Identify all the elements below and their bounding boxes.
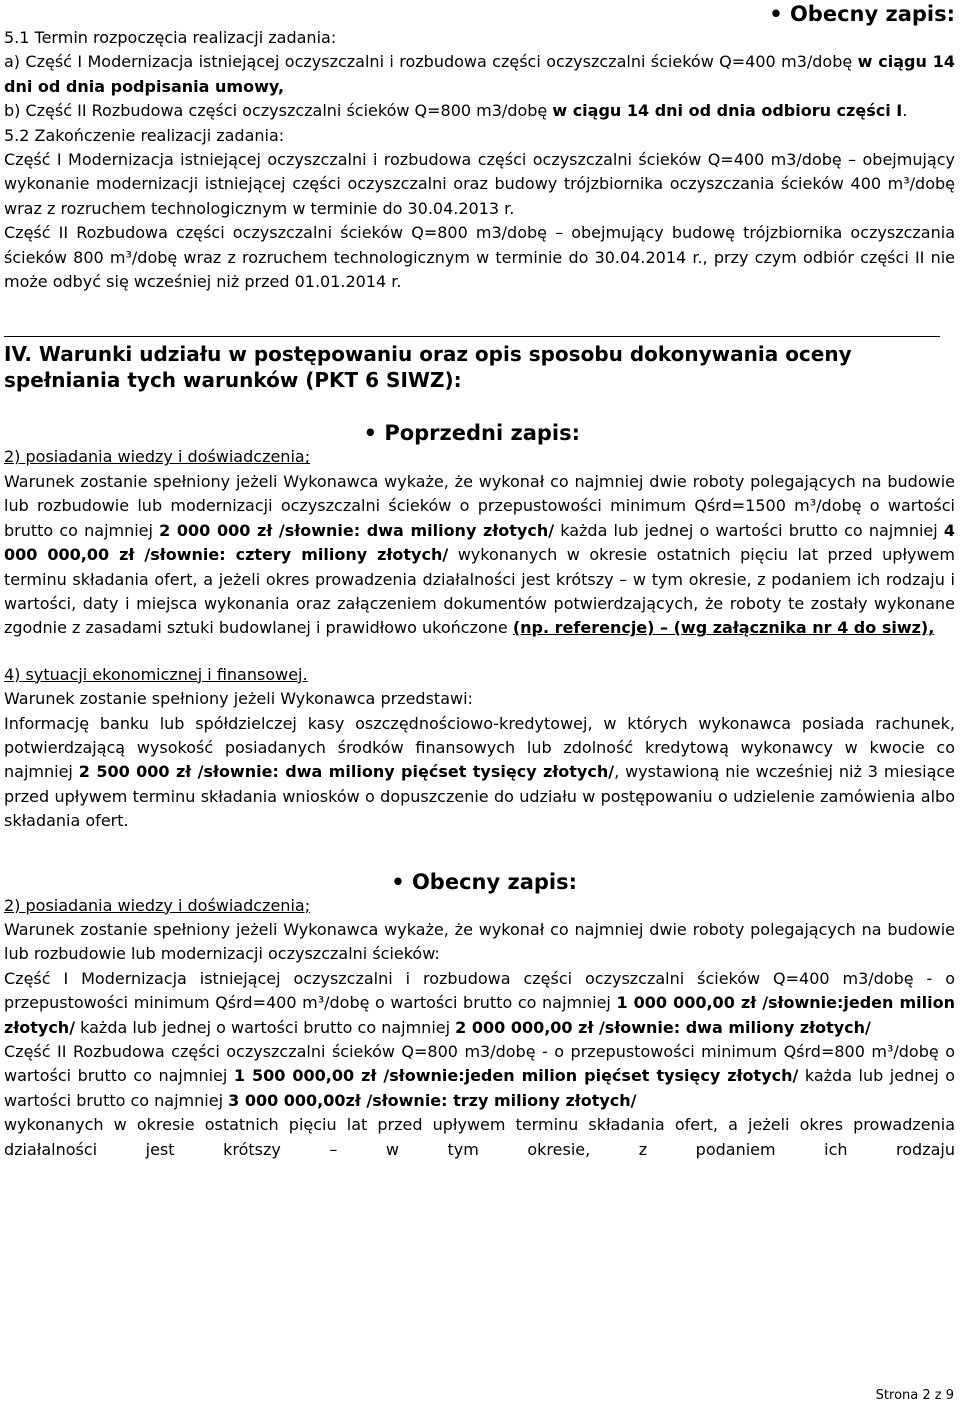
amount-1: 2 000 000 zł /słownie: dwa miliony złotych/ [159,520,555,540]
amount-2: 4 000 000,00 zł /słownie: cztery miliony złotych/ [4,520,956,565]
header-current-1 [4,2,955,26]
section-5-2 [4,124,955,295]
item-a-text: a) Część I Modernizacja istniejącej oczyszczalni i rozbudowa części oczyszczalni ścieków Q=400 m3/dobę [4,52,858,72]
section-5-1 [4,26,955,124]
body-text: każda lub jednej o wartości brutto co najmniej [75,1017,456,1037]
previous-item-4-intro: Warunek zostanie spełniony jeżeli Wykonawca przedstawi: [4,689,473,709]
item-b-deadline: w ciągu 14 dni od dnia odbioru części I [552,101,903,121]
section-5-1-item-a [4,50,955,99]
item-b-end: . [902,101,908,121]
bullet-icon: • [391,869,405,894]
body-text: każda lub jednej o wartości brutto co najmniej [554,520,944,540]
attachment-reference: (np. referencje) – (wg załącznika nr 4 do siwz), [512,618,935,638]
body-text: wykonanych w okresie ostatnich pięciu lat przed upływem terminu składania ofert, a jeżeli okres prowadzenia działalności jest krótszy – w tym okresie, z podaniem ich rodzaju i wartości, daty i miejsca wykonania oraz załączeniem dokumentów potwierdzających, że roboty te zostały wykonane zgodnie z zasadami sztuki budowlanej i prawidłowo ukończone [4,545,955,638]
previous-item-4-title: 4) sytuacji ekonomicznej i finansowej. [4,664,308,684]
header-current-2-label: Obecny zapis: [411,869,577,894]
previous-item-2-body [4,470,955,641]
previous-item-2-title: 2) posiadania wiedzy i doświadczenia; [4,447,311,467]
header-current-1-label: Obecny zapis: [789,2,955,26]
document-page [4,2,955,1162]
amount-2: 3 000 000,00zł /słownie: trzy miliony złotych/ [228,1090,637,1110]
previous-item-4 [4,663,955,834]
current-part-3: wykonanych w okresie ostatnich pięciu lat przed upływem terminu składania ofert, a jeżeli okres prowadzenia działalności jest krótszy – w tym okresie, z podaniem ich rodzaju [4,1115,955,1159]
current-item-2 [4,894,955,1162]
header-current-2 [4,870,955,894]
header-previous-label: Poprzedni zapis: [384,421,580,446]
body-text: Część II Rozbudowa części oczyszczalni ścieków Q=800 m3/dobę - o przepustowości minimum Qśrd=800 m³/dobę o wartości brutto co najmniej [4,1042,955,1086]
section-4-heading: IV. Warunki udziału w postępowaniu oraz opis sposobu dokonywania oceny spełniania tych warunków (PKT 6 SIWZ): [4,342,852,393]
bullet-icon: • [769,2,783,26]
body-text: każda lub jednej o wartości brutto co najmniej [4,1066,955,1110]
section-5-2-part-1: Część I Modernizacja istniejącej oczyszczalni i rozbudowa części oczyszczalni ścieków Q=400 m3/dobę – obejmujący wykonanie modernizacji istniejącej części oczyszczalni oraz budowy trójzbiornika oczyszczania ścieków 400 m³/dobę wraz z rozruchem technologicznym w terminie do 30.04.2013 r. [4,150,955,218]
body-text: Informację banku lub spółdzielczej kasy oszczędnościowo-kredytowej, w których wykonawca posiada rachunek, potwierdzającą wysokość posiadanych środków finansowych lub zdolność kredytową wykonawcy w kwocie co najmniej [4,713,955,782]
section-5-1-title: 5.1 Termin rozpoczęcia realizacji zadania: [4,28,337,47]
body-text: Warunek zostanie spełniony jeżeli Wykonawca wykaże, że wykonał co najmniej dwie roboty polegających na budowie lub rozbudowie lub modernizacji oczyszczalni ścieków o przepustowości minimum Qśrd=1500 m³/dobę o wartości brutto co najmniej [4,471,955,540]
body-text: , wystawioną nie wcześniej niż 3 miesiące przed upływem terminu składania wniosków o dopuszczenie do udziału w postępowaniu o udzielenie zamówienia albo składania ofert. [4,762,956,831]
previous-item-2 [4,445,955,640]
current-item-2-title: 2) posiadania wiedzy i doświadczenia; [4,895,311,915]
current-part-1 [4,967,955,1040]
section-5-2-title: 5.2 Zakończenie realizacji zadania: [4,125,285,145]
previous-item-4-body [4,712,955,834]
header-previous [4,421,955,445]
current-part-2 [4,1040,955,1113]
section-5-2-part-2: Część II Rozbudowa części oczyszczalni ścieków Q=800 m3/dobę – obejmujący budowę trójzbiornika oczyszczania ścieków 800 m³/dobę wraz z rozruchem technologicznym w terminie do 30.04.2014 r., przy czym odbiór części II nie może odbyć się wcześniej niż przed 01.01.2014 r. [4,223,955,292]
amount-1: 1 500 000,00 zł /słownie:jeden milion pięćset tysięcy złotych/ [233,1066,799,1086]
body-text: Część I Modernizacja istniejącej oczyszczalni i rozbudowa części oczyszczalni ścieków Q=400 m3/dobę - o przepustowości minimum Qśrd=400 m³/dobę o wartości brutto co najmniej [4,968,955,1013]
section-5-1-item-b [4,99,955,123]
amount: 2 500 000 zł /słownie: dwa miliony pięćset tysięcy złotych/ [78,762,615,782]
bullet-icon: • [363,421,377,446]
amount-1: 1 000 000,00 zł /słownie:jeden milion złotych/ [4,993,955,1037]
amount-2: 2 000 000,00 zł /słownie: dwa miliony złotych/ [455,1017,871,1037]
item-a-deadline: w ciągu 14 dni od dnia podpisania umowy, [4,52,956,96]
divider [4,336,940,337]
page-number: Strona 2 z 9 [875,1388,954,1403]
current-item-2-intro: Warunek zostanie spełniony jeżeli Wykonawca wykaże, że wykonał co najmniej dwie roboty polegających na budowie lub rozbudowie lub modernizacji oczyszczalni ścieków: [4,919,955,964]
item-b-text: b) Część II Rozbudowa części oczyszczalni ścieków Q=800 m3/dobę [4,101,553,121]
